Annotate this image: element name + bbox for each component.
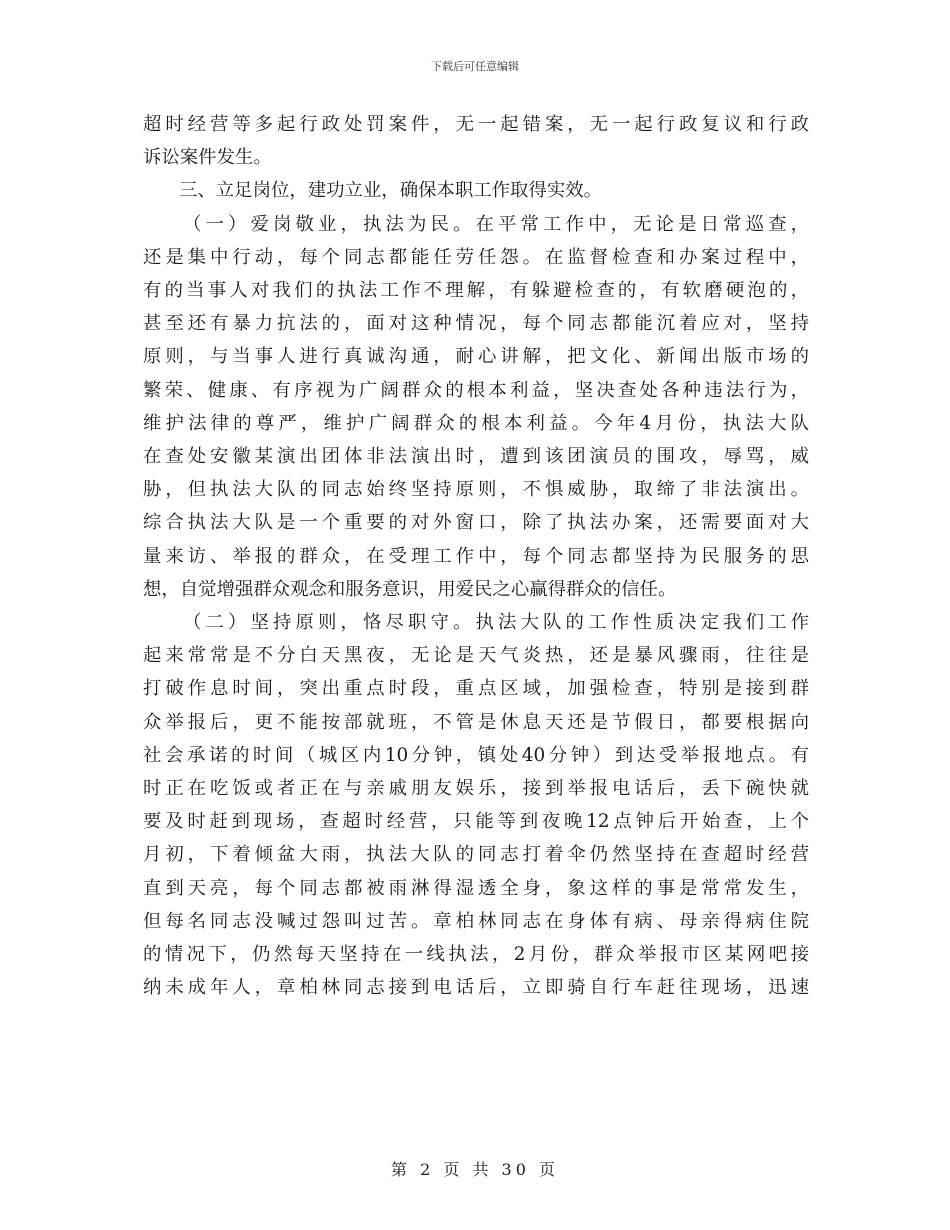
text-line: 起来常常是不分白天黑夜，无论是天气炎热，还是暴风骤雨，往往是 [143,645,809,667]
text-line: 有的当事人对我们的执法工作不理解，有躲避检查的，有软磨硬泡的， [143,280,809,302]
text-line: 还是集中行动，每个同志都能任劳任怨。在监督检查和办案过程中， [143,246,809,268]
text-line: 超时经营等多起行政处罚案件，无一起错案，无一起行政复议和行政 [143,114,809,135]
text-line: 月初，下着倾盆大雨，执法大队的同志打着伞仍然坚持在查超时经营 [143,844,809,866]
text-line: 的情况下，仍然每天坚持在一线执法，2月份，群众举报市区某网吧接 [143,944,809,966]
text-line: 但每名同志没喊过怨叫过苦。章柏林同志在身体有病、母亲得病住院 [143,910,809,932]
text-line: 打破作息时间，突出重点时段，重点区域，加强检查，特别是接到群 [143,678,809,700]
text-line: 要及时赶到现场，查超时经营，只能等到夜晚12点钟后开始查，上个 [143,811,809,833]
text-line: 繁荣、健康、有序视为广阔群众的根本利益，坚决查处各种违法行为， [143,379,809,401]
subsection-heading-line: （一）爱岗敬业，执法为民。在平常工作中，无论是日常巡查， [183,213,809,235]
text-line: 综合执法大队是一个重要的对外窗口，除了执法办案，还需要面对大 [143,512,809,534]
text-line: 想，自觉增强群众观念和服务意识，用爱民之心赢得群众的信任。 [143,578,677,600]
text-line: 时正在吃饭或者正在与亲戚朋友娱乐，接到举报电话后，丢下碗快就 [143,778,809,800]
section-heading: 三、立足岗位，建功立业，确保本职工作取得实效。 [179,180,602,202]
text-line: 直到天亮，每个同志都被雨淋得湿透全身，象这样的事是常常发生， [143,877,809,899]
text-line: 在查处安徽某演出团体非法演出时，遭到该团演员的围攻，辱骂，威 [143,446,809,468]
body-text [143,108,809,1004]
text-line: 量来访、举报的群众，在受理工作中，每个同志都坚持为民服务的思 [143,545,809,567]
page-footer: 第 2 页 共 30 页 [391,1160,559,1179]
page-header: 下载后可任意编辑 [431,60,519,73]
text-line: 原则，与当事人进行真诚沟通，耐心讲解，把文化、新闻出版市场的 [143,346,809,368]
text-line: 众举报后，更不能按部就班，不管是休息天还是节假日，都要根据向 [143,711,809,733]
text-line: 诉讼案件发生。 [143,147,272,169]
text-line: 甚至还有暴力抗法的，面对这种情况，每个同志都能沉着应对，坚持 [143,313,809,335]
text-line: 社会承诺的时间（城区内10分钟，镇处40分钟）到达受举报地点。有 [143,744,809,766]
text-line: 胁，但执法大队的同志始终坚持原则，不惧威胁，取缔了非法演出。 [143,479,809,501]
text-line: 维护法律的尊严，维护广阔群众的根本利益。今年4月份，执法大队 [143,412,809,434]
text-line: 纳未成年人，章柏林同志接到电话后，立即骑自行车赶往现场，迅速 [143,977,809,999]
subsection-heading-line: （二）坚持原则，恪尽职守。执法大队的工作性质决定我们工作 [183,612,809,634]
